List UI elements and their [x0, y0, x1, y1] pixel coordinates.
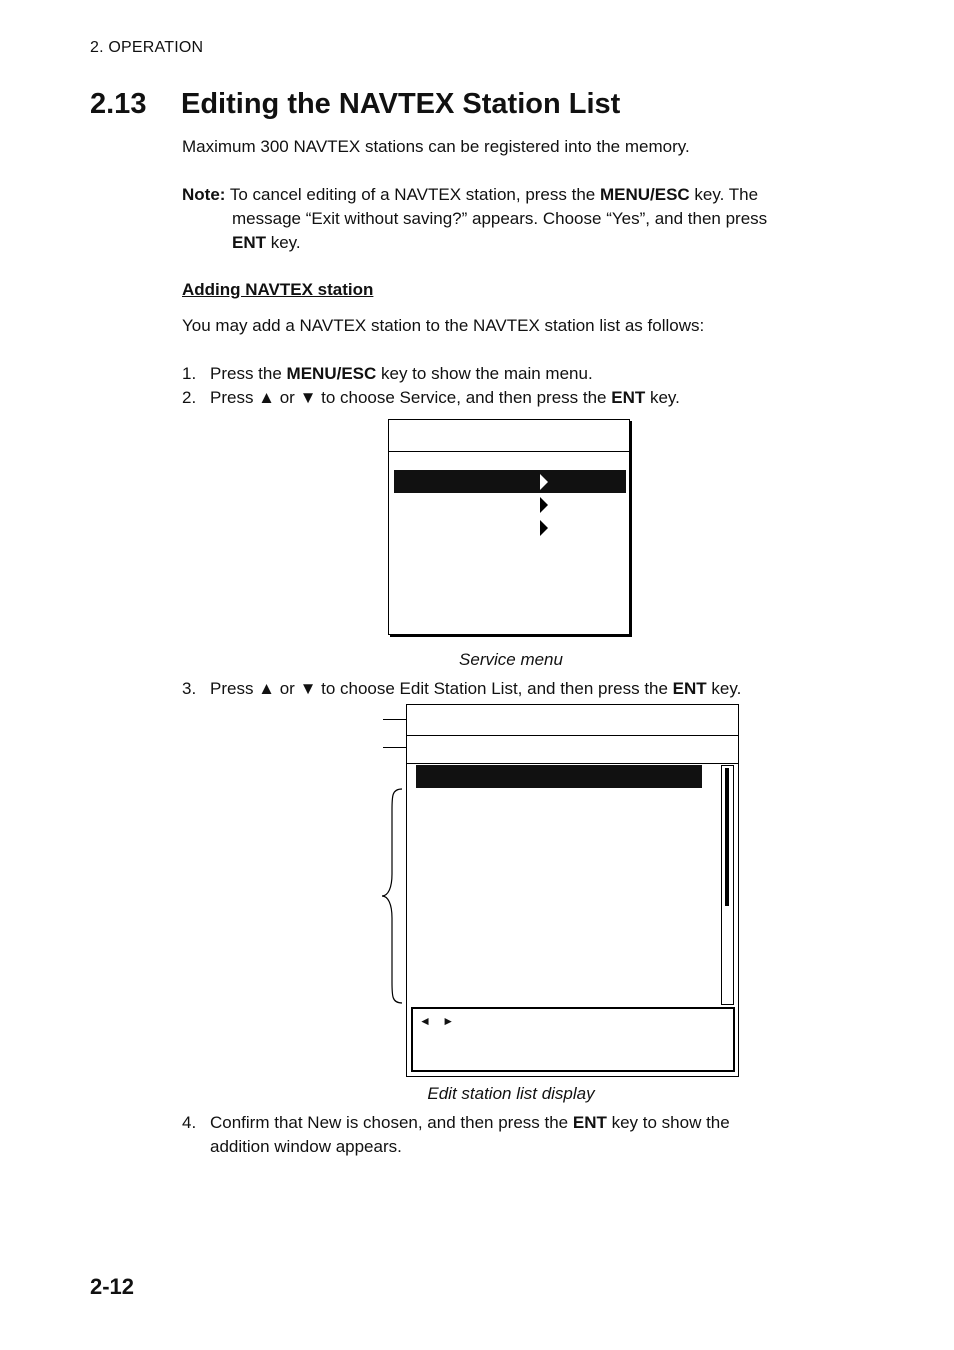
step-number: 3. — [182, 679, 197, 698]
note-text-3: message “Exit without saving?” appears. Choose “Yes”, and then press — [232, 209, 768, 228]
submenu-arrow-icon — [540, 520, 548, 536]
step-text: addition window appears. — [210, 1137, 402, 1156]
step-1 — [182, 362, 593, 386]
step-text: Press ▲ or ▼ to choose Edit Station List, and then press the — [210, 679, 673, 698]
station-list — [409, 765, 734, 1005]
title-bar — [407, 705, 738, 736]
step-text: Confirm that New is chosen, and then press the — [210, 1113, 573, 1132]
step-key: MENU/ESC — [286, 364, 377, 383]
menu-row — [394, 516, 626, 539]
step-4 — [182, 1111, 822, 1159]
edit-list-caption: Edit station list display — [427, 1084, 595, 1103]
menu-title-bar — [389, 420, 629, 452]
step-text: key to show the — [606, 1113, 730, 1132]
section-title — [90, 88, 620, 121]
selected-row — [416, 765, 702, 788]
note-block — [182, 183, 832, 255]
service-menu-caption: Service menu — [459, 650, 563, 669]
guidance-footer — [411, 1007, 735, 1072]
scrollbar — [721, 765, 734, 1005]
intro-paragraph: Maximum 300 NAVTEX stations can be registered into the memory. — [182, 137, 690, 156]
section-title-text: Editing the NAVTEX Station List — [181, 88, 621, 120]
service-menu-figure — [388, 419, 630, 635]
add-intro: You may add a NAVTEX station to the NAVTEX station list as follows: — [182, 316, 705, 335]
menu-row — [394, 493, 626, 516]
step-number: 2. — [182, 388, 197, 407]
note-text-1: To cancel editing of a NAVTEX station, press the — [225, 185, 600, 204]
left-right-arrows-icon: ◄ ► — [419, 1014, 459, 1028]
note-text-4: key. — [266, 233, 301, 252]
section-number: 2.13 — [90, 88, 147, 120]
step-number: 1. — [182, 364, 197, 383]
edit-station-list-figure — [406, 704, 739, 1077]
submenu-arrow-icon — [540, 474, 548, 490]
step-2 — [182, 386, 680, 410]
step-3 — [182, 677, 741, 701]
step-key: ENT — [572, 1113, 607, 1132]
scrollbar-thumb — [725, 768, 729, 906]
note-key-ent: ENT — [232, 233, 266, 252]
header-bar — [407, 736, 738, 764]
note-key-menu-esc: MENU/ESC — [599, 185, 690, 204]
note-text-2: key. The — [689, 185, 759, 204]
step-text: key to show the main menu. — [376, 364, 593, 383]
step-text: key. — [645, 388, 680, 407]
list-brace — [380, 788, 406, 1004]
note-label: Note: — [182, 185, 226, 204]
submenu-arrow-icon — [540, 497, 548, 513]
menu-row-selected — [394, 470, 626, 493]
step-key: ENT — [672, 679, 707, 698]
subheading: Adding NAVTEX station — [182, 280, 374, 299]
note-continuation — [182, 207, 832, 255]
step-key: ENT — [611, 388, 646, 407]
step-text: Press the — [210, 364, 287, 383]
running-head: 2. OPERATION — [90, 39, 204, 56]
page-number: 2-12 — [90, 1274, 135, 1299]
step-text: Press ▲ or ▼ to choose Service, and then press the — [210, 388, 612, 407]
step-text: key. — [706, 679, 742, 698]
step-number: 4. — [182, 1113, 197, 1132]
